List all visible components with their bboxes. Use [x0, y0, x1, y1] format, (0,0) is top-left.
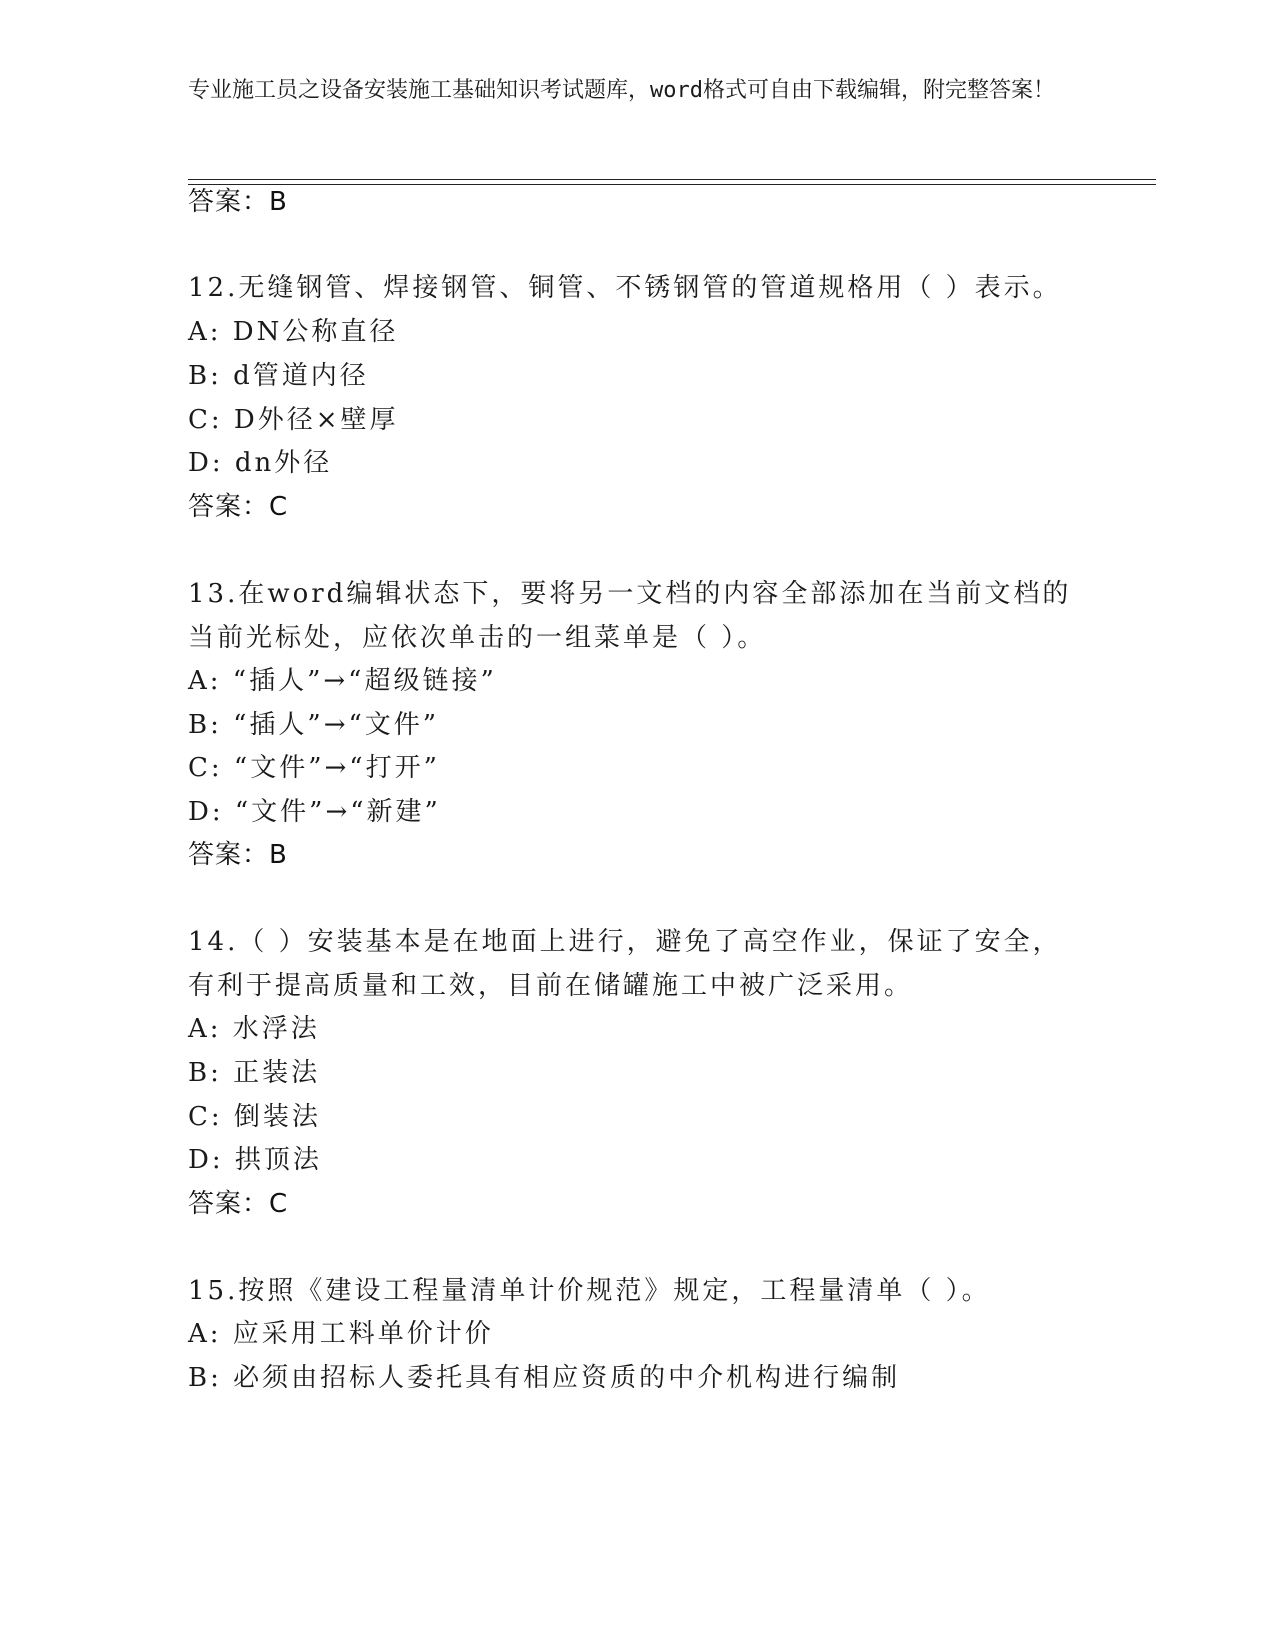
question-14-option-b: B: 正装法 [188, 1058, 321, 1088]
question-15-option-a: A: 应采用工料单价计价 [188, 1319, 494, 1349]
question-15-stem: 15.按照《建设工程量清单计价规范》规定，工程量清单（ ）。 [188, 1276, 991, 1306]
question-14-option-c: C: 倒装法 [188, 1102, 321, 1132]
question-12-option-d: D: dn外径 [188, 448, 333, 478]
question-12-option-a: A: DN公称直径 [188, 317, 399, 347]
answer-13: 答案：B [188, 840, 288, 870]
answer-11: 答案：B [188, 187, 288, 217]
answer-14: 答案：C [188, 1189, 289, 1219]
question-14-option-d: D: 拱顶法 [188, 1145, 322, 1175]
question-13-option-d: D: “文件”→“新建” [188, 797, 441, 827]
page-header: 专业施工员之设备安装施工基础知识考试题库，word格式可自由下载编辑，附完整答案！ [188, 78, 1055, 103]
question-13-option-c: C: “文件”→“打开” [188, 753, 440, 783]
question-14-stem-line-2: 有利于提高质量和工效，目前在储罐施工中被广泛采用。 [188, 971, 914, 1001]
question-13-option-a: A: “插人”→“超级链接” [188, 666, 497, 696]
header-rule-bottom [188, 184, 1156, 185]
question-14-stem-line-1: 14.（ ）安装基本是在地面上进行，避免了高空作业，保证了安全， [188, 927, 1062, 957]
question-12-stem: 12.无缝钢管、焊接钢管、铜管、不锈钢管的管道规格用（ ）表示。 [188, 273, 1062, 303]
header-rule-top [188, 179, 1156, 180]
question-15-option-b: B: 必须由招标人委托具有相应资质的中介机构进行编制 [188, 1363, 901, 1393]
question-14-option-a: A: 水浮法 [188, 1014, 320, 1044]
question-13-option-b: B: “插人”→“文件” [188, 710, 440, 740]
question-12-option-c: C: D外径×壁厚 [188, 405, 399, 435]
question-12-option-b: B: d管道内径 [188, 361, 369, 391]
question-13-stem-line-1: 13.在word编辑状态下，要将另一文档的内容全部添加在当前文档的 [188, 579, 1072, 609]
question-13-stem-line-2: 当前光标处，应依次单击的一组菜单是（ ）。 [188, 623, 767, 653]
answer-12: 答案：C [188, 492, 289, 522]
